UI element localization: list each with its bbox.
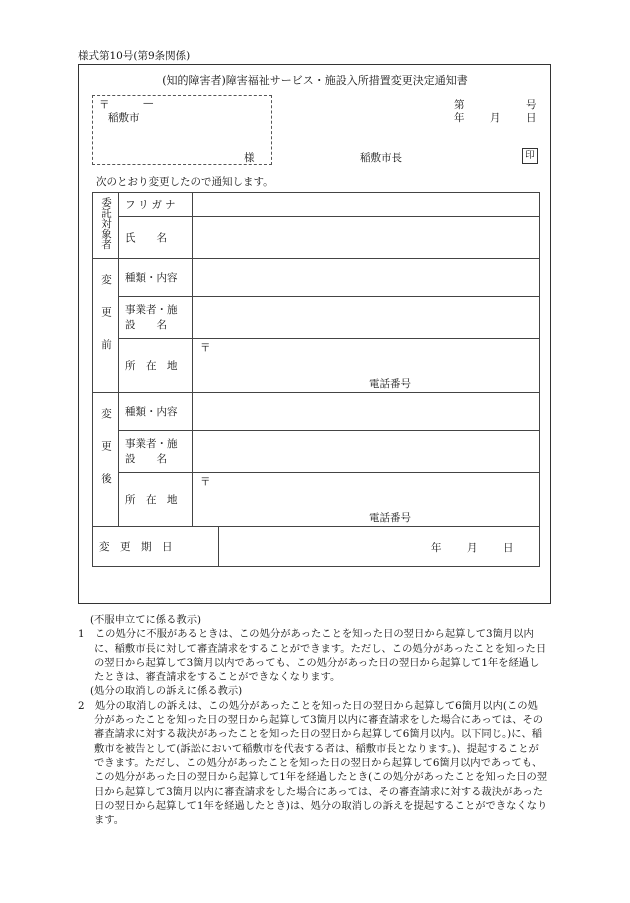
after-postal-mark: 〒 bbox=[200, 476, 211, 488]
form-number: 様式第10号(第9条関係) bbox=[78, 50, 191, 62]
before-type-value[interactable] bbox=[193, 259, 540, 297]
issuer-name: 稲敷市長 bbox=[360, 152, 402, 164]
seal-mark: 印 bbox=[522, 148, 538, 164]
change-date-day: 日 bbox=[503, 542, 514, 554]
issue-date-day: 日 bbox=[526, 112, 537, 124]
recipient-honorific: 様 bbox=[244, 152, 255, 164]
change-date-value[interactable] bbox=[219, 527, 540, 567]
before-address-value[interactable] bbox=[193, 339, 540, 393]
after-address-label: 所 在 地 bbox=[119, 473, 193, 527]
after-type-label: 種類・内容 bbox=[119, 393, 193, 431]
after-phone-label: 電話番号 bbox=[369, 512, 411, 524]
instruction-item-1: 1 この処分に不服があるときは、この処分があったことを知った日の翌日から起算して3箇月以内に、稲敷市長に対して審査請求をすることができます。ただし、この処分があったことを知った日の翌日から起算して3箇月以内であっても、この処分があった日の翌日から起算して1年を経過したときは、審査請求をすることができなくなります。 bbox=[78, 628, 547, 684]
subject-group-label: 委託対象者 bbox=[93, 193, 119, 259]
before-operator-label: 事業者・施 設 名 bbox=[119, 297, 193, 339]
doc-number-go: 号 bbox=[526, 99, 537, 111]
notice-table bbox=[92, 192, 540, 567]
postal-dash: — bbox=[143, 97, 154, 109]
postal-mark: 〒 bbox=[99, 99, 110, 111]
before-address-label: 所 在 地 bbox=[119, 339, 193, 393]
change-date-year: 年 bbox=[431, 542, 442, 554]
before-postal-mark: 〒 bbox=[200, 342, 211, 354]
recipient-city: 稲敷市 bbox=[108, 112, 140, 124]
before-operator-value[interactable] bbox=[193, 297, 540, 339]
after-group-label: 変更後 bbox=[93, 393, 119, 527]
revocation-heading: (処分の取消しの訴えに係る教示) bbox=[90, 685, 243, 698]
change-date-month: 月 bbox=[467, 542, 478, 554]
appeal-heading: (不服申立てに係る教示) bbox=[90, 614, 202, 626]
instruction-item-2: 2 処分の取消しの訴えは、この処分があったことを知った日の翌日から起算して6箇月以内(この処分があったことを知った日の翌日から起算して3箇月以内に審査請求をした場合にあっては、その審査請求に対する裁決があったことを知った日の翌日から起算して6箇月以内。以下同じ。)に、稲敷市を被告として(訴訟において稲敷市を代表する者は、稲敷市長となります。)、提起することができます。ただし、この処分があったことを知った日の翌日から起算して6箇月以内であっても、この処分があった日の翌日から起算して1年を経過したとき(この処分があったことを知った日の翌日から起算して3箇月以内に審査請求をした場合にあっては、その審査請求に対する裁決があった日の翌日から起算して1年を経過したとき)は、処分の取消しの訴えを提起することができなくなります。 bbox=[78, 699, 548, 827]
instructions-section bbox=[78, 613, 548, 827]
before-type-label: 種類・内容 bbox=[119, 259, 193, 297]
after-operator-label: 事業者・施 設 名 bbox=[119, 431, 193, 473]
before-group-label: 変更前 bbox=[93, 259, 119, 393]
before-phone-label: 電話番号 bbox=[369, 378, 411, 390]
issue-date-year: 年 bbox=[454, 112, 465, 124]
furigana-value[interactable] bbox=[193, 193, 540, 217]
name-label: 氏 名 bbox=[119, 217, 193, 259]
name-value[interactable] bbox=[193, 217, 540, 259]
after-operator-value[interactable] bbox=[193, 431, 540, 473]
change-date-label: 変 更 期 日 bbox=[93, 527, 219, 567]
doc-number-dai: 第 bbox=[454, 99, 465, 111]
issue-date-month: 月 bbox=[490, 112, 501, 124]
furigana-label: フリガナ bbox=[119, 193, 193, 217]
intro-text: 次のとおり変更したので通知します。 bbox=[96, 176, 274, 188]
after-address-value[interactable] bbox=[193, 473, 540, 527]
document-title: (知的障害者)障害福祉サービス・施設入所措置変更決定通知書 bbox=[162, 74, 468, 87]
after-type-value[interactable] bbox=[193, 393, 540, 431]
